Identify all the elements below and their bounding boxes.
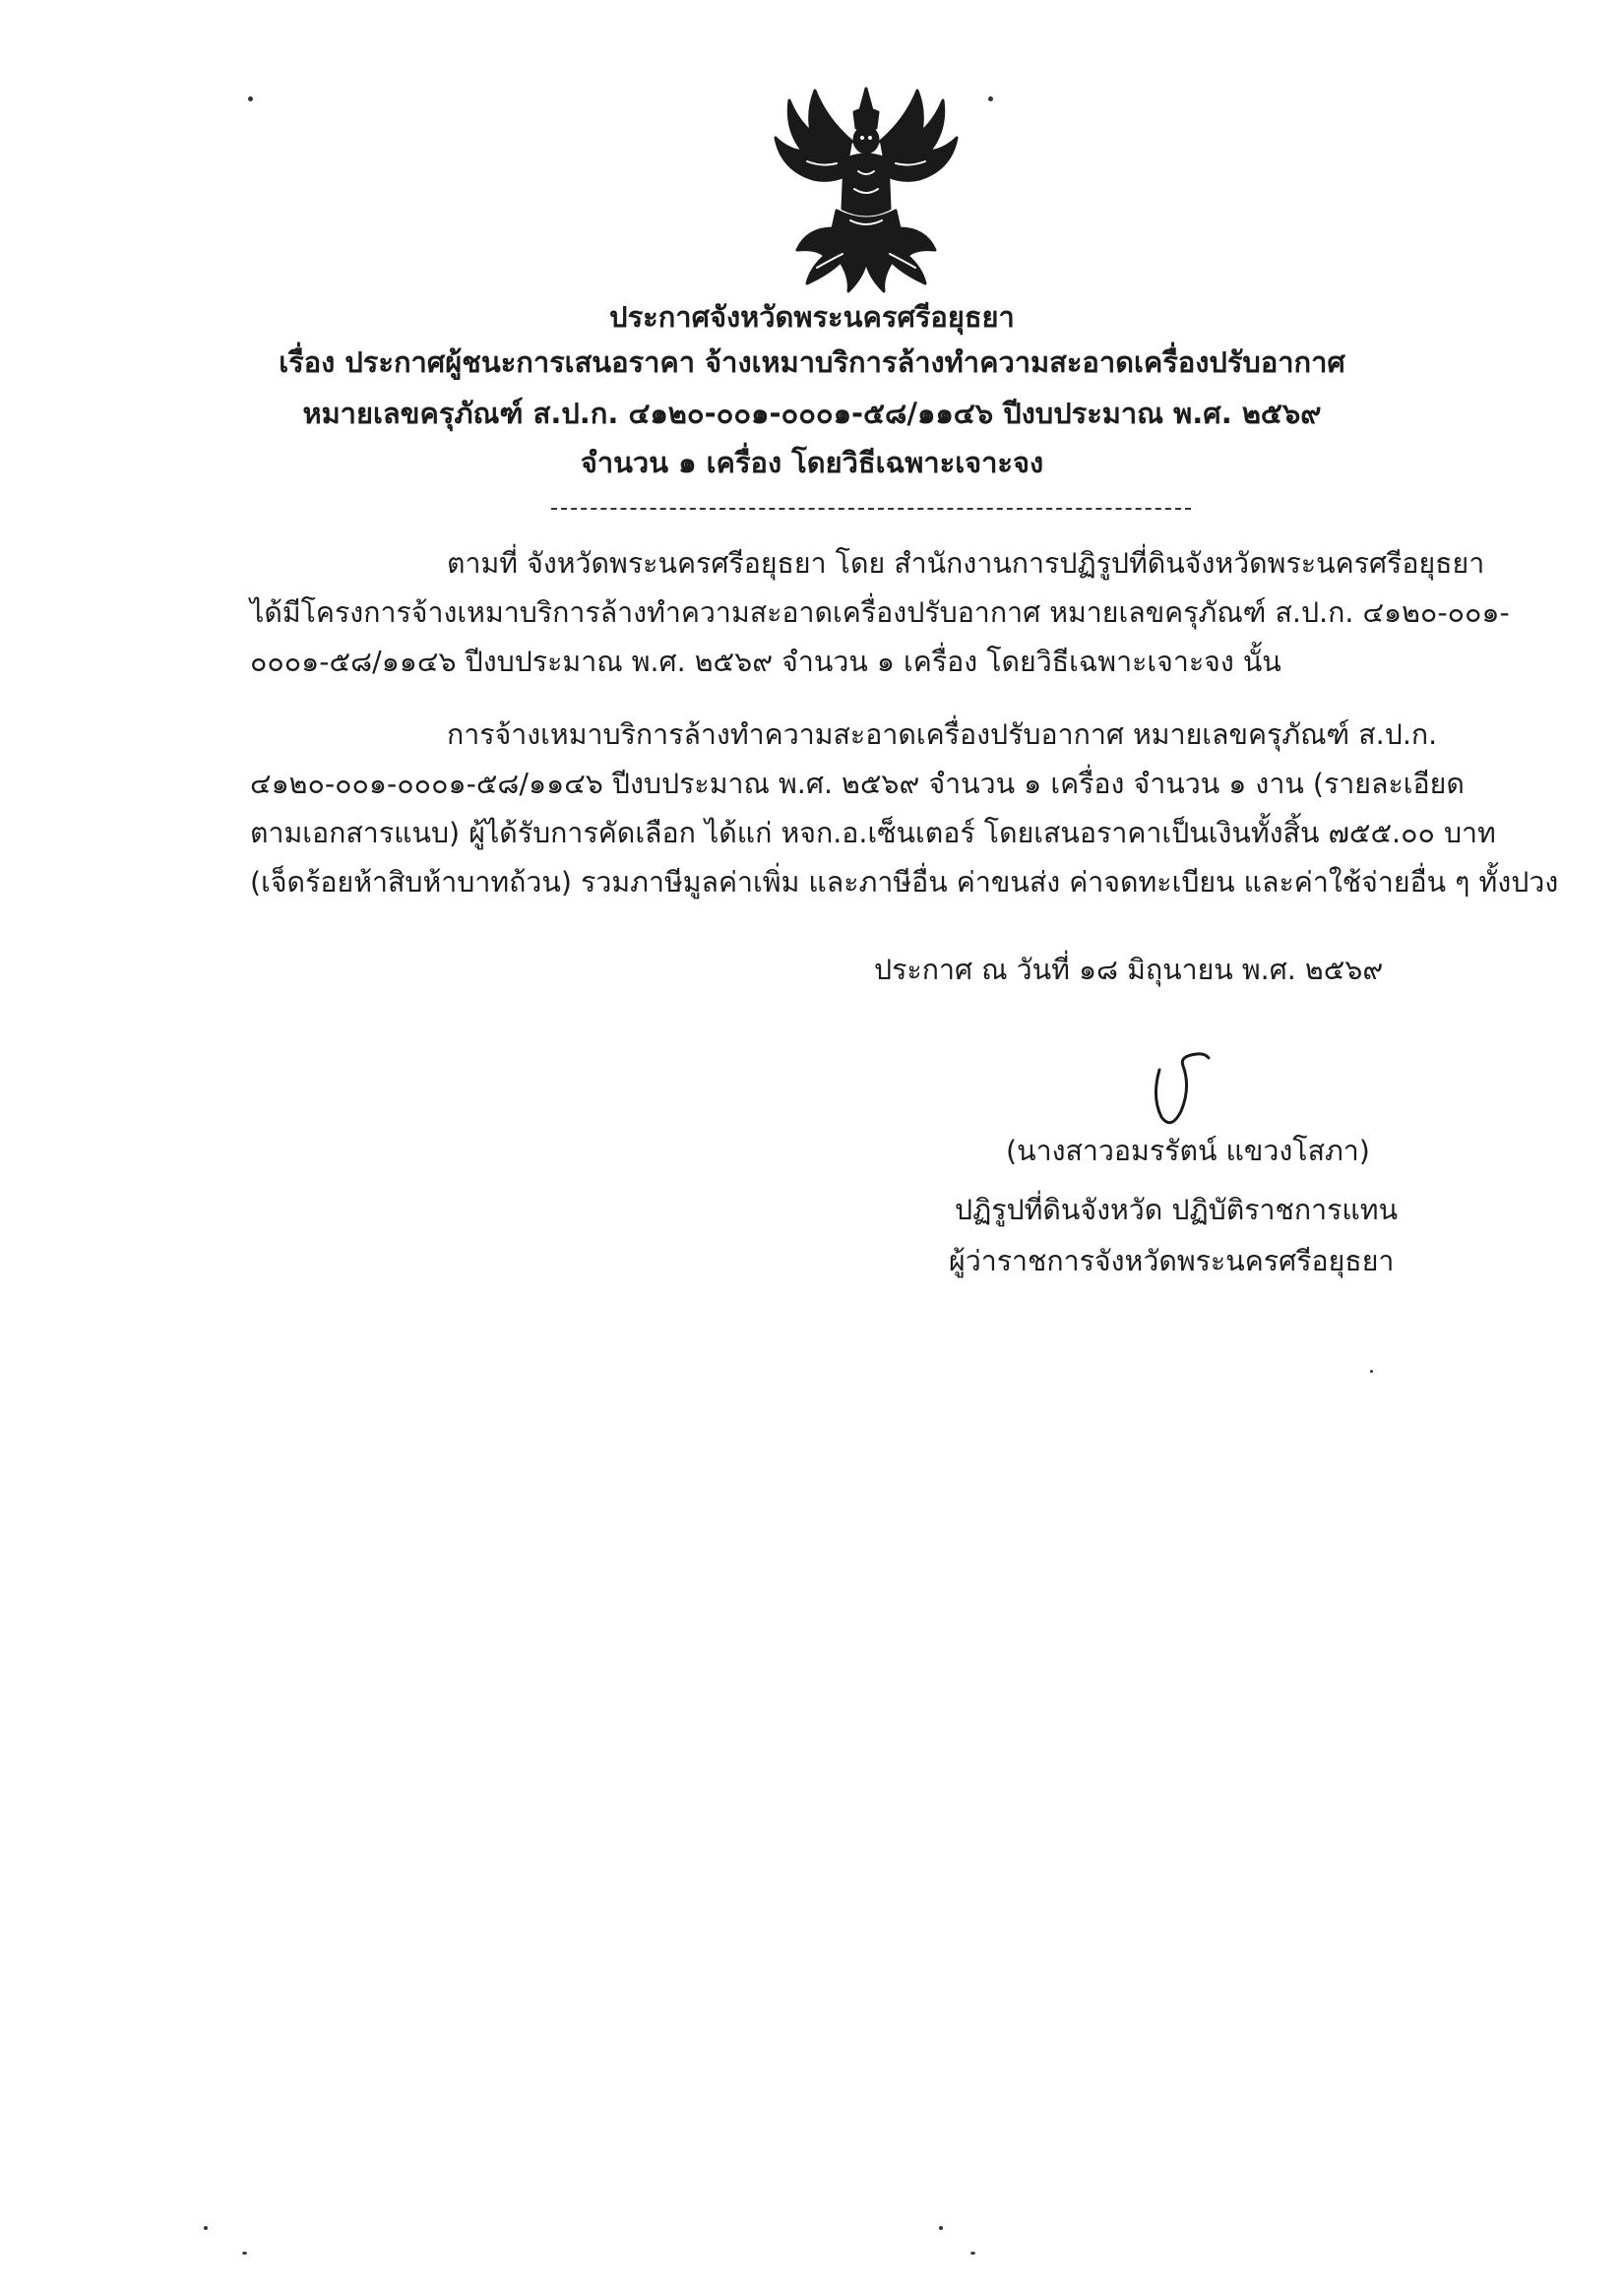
header-divider [551, 508, 1191, 510]
scan-speck [248, 96, 253, 101]
signature-mark [1142, 1048, 1211, 1137]
scan-speck [988, 96, 993, 101]
paragraph-line: ๔๑๒๐-๐๐๑-๐๐๐๑-๕๘/๑๑๔๖ ปีงบประมาณ พ.ศ. ๒๕๖๙ จำนวน ๑ เครื่อง จำนวน ๑ งาน (รายละเอียด [250, 768, 1465, 800]
paragraph-award [250, 711, 1559, 907]
announcement-subject: เรื่อง ประกาศผู้ชนะการเสนอราคา จ้างเหมาบริการล้างทำความสะอาดเครื่องปรับอากาศ [279, 345, 1345, 379]
scan-speck [242, 2252, 247, 2255]
signatory-name: (นางสาวอมรรัตน์ แขวงโสภา) [1006, 1135, 1370, 1167]
garuda-emblem-icon [768, 81, 965, 299]
announcement-title: ประกาศจังหวัดพระนครศรีอยุธยา [609, 300, 1015, 334]
scan-speck [1370, 1370, 1373, 1373]
paragraph-line: ๐๐๐๑-๕๘/๑๑๔๖ ปีงบประมาณ พ.ศ. ๒๕๖๙ จำนวน ๑ เครื่อง โดยวิธีเฉพาะเจาะจง นั้น [250, 646, 1281, 678]
paragraph-line: การจ้างเหมาบริการล้างทำความสะอาดเครื่องปรับอากาศ หมายเลขครุภัณฑ์ ส.ป.ก. [447, 718, 1438, 751]
scan-speck [939, 2226, 943, 2230]
paragraph-line: ได้มีโครงการจ้างเหมาบริการล้างทำความสะอาดเครื่องปรับอากาศ หมายเลขครุภัณฑ์ ส.ป.ก. ๔๑๒๐-๐๐๑- [250, 596, 1510, 629]
signatory-position: ปฏิรูปที่ดินจังหวัด ปฏิบัติราชการแทน [955, 1194, 1399, 1226]
paragraph-line: ตามเอกสารแนบ) ผู้ได้รับการคัดเลือก ได้แก่ หจก.อ.เซ็นเตอร์ โดยเสนอราคาเป็นเงินทั้งสิ้น ๗๕๕.๐๐ บาท [250, 817, 1496, 849]
paragraph-background [250, 539, 1510, 687]
paragraph-line: ตามที่ จังหวัดพระนครศรีอยุธยา โดย สำนักงานการปฏิรูปที่ดินจังหวัดพระนครศรีอยุธยา [447, 547, 1485, 580]
announcement-subject-line2: หมายเลขครุภัณฑ์ ส.ป.ก. ๔๑๒๐-๐๐๑-๐๐๐๑-๕๘/๑๑๔๖ ปีงบประมาณ พ.ศ. ๒๕๖๙ [302, 397, 1322, 430]
scan-speck [204, 2226, 208, 2230]
announcement-date: ประกาศ ณ วันที่ ๑๘ มิถุนายน พ.ศ. ๒๕๖๙ [874, 954, 1384, 986]
announcement-subject-line3: จำนวน ๑ เครื่อง โดยวิธีเฉพาะเจาะจง [580, 446, 1044, 479]
signatory-acting-for: ผู้ว่าราชการจังหวัดพระนครศรีอยุธยา [949, 1245, 1395, 1277]
paragraph-line: (เจ็ดร้อยห้าสิบห้าบาทถ้วน) รวมภาษีมูลค่าเพิ่ม และภาษีอื่น ค่าขนส่ง ค่าจดทะเบียน และค่าใช้จ่ายอื่น ๆ ทั้งปวง [250, 866, 1559, 899]
scan-speck [970, 2252, 975, 2255]
